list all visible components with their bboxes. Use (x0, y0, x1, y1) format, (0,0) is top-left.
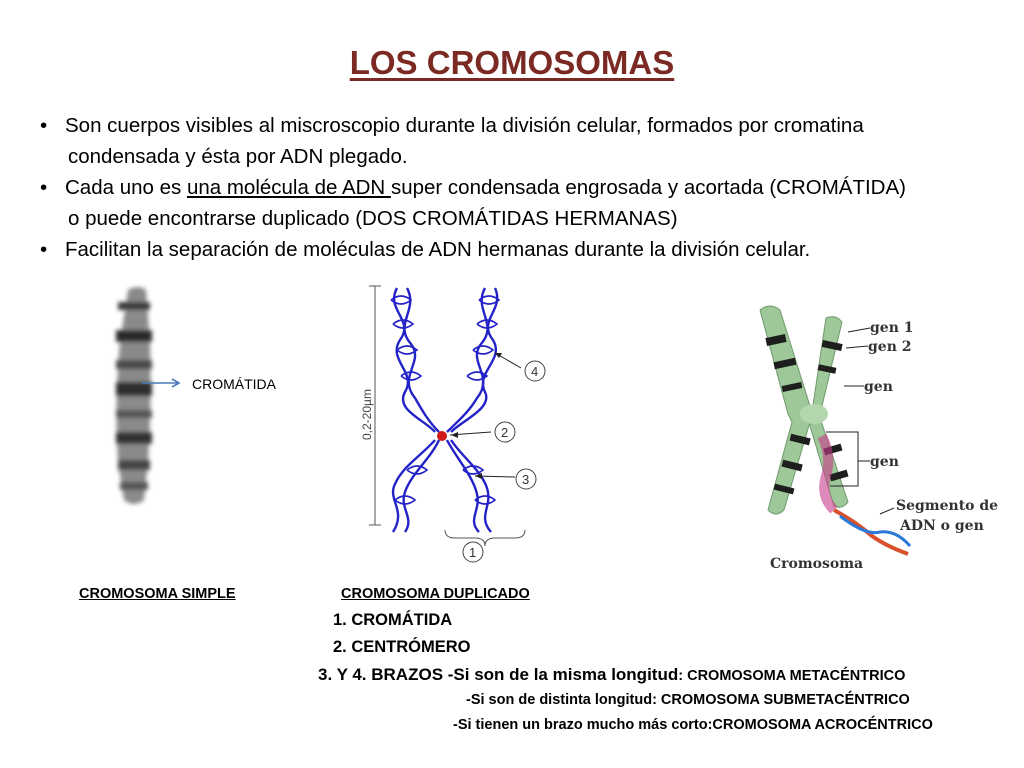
brazos-text: 3. Y 4. BRAZOS -Si son de la misma longitud (318, 665, 679, 684)
dna-gene-label: ADN o gen (900, 518, 984, 534)
caption-cromosoma-duplicado: CROMOSOMA DUPLICADO (341, 586, 530, 602)
marker-3: 3 (522, 472, 530, 487)
chromosome-caption: Cromosoma (770, 556, 864, 572)
list-item-brazos (318, 665, 905, 685)
dna-segment-label: Segmento de (896, 498, 999, 514)
simple-chromosome-figure (100, 282, 320, 522)
list-item-acrocentrico: -Si tienen un brazo mucho más corto:CROMOSOMA ACROCÉNTRICO (453, 717, 933, 733)
list-item-cromatida: 1. CROMÁTIDA (333, 611, 453, 629)
gene-label-2: gen 2 (868, 339, 912, 355)
bullet-underlined-text: una molécula de ADN (186, 176, 391, 199)
cromatida-arrow-label: CROMÁTIDA (192, 376, 276, 392)
gene-chromosome-figure (730, 296, 1010, 578)
marker-2: 2 (501, 425, 509, 440)
bullet-text-continuation: o puede encontrarse duplicado (DOS CROMÁTIDAS HERMANAS) (68, 207, 678, 230)
list-item-centromero: 2. CENTRÓMERO (333, 638, 471, 656)
marker-1: 1 (469, 545, 477, 560)
bullet-item (40, 110, 1015, 172)
slide-title-wrap (0, 44, 1024, 82)
slide-title: LOS CROMOSOMAS (349, 44, 675, 81)
scale-label: 0,2-20µm (360, 389, 374, 440)
gene-label-4: gen (870, 454, 899, 470)
chromatid-strands (393, 288, 497, 532)
centromere-marker (437, 431, 447, 441)
bullet-text: Facilitan la separación de moléculas de ADN hermanas durante la división celular. (65, 238, 811, 261)
metacentrico-text: : CROMOSOMA METACÉNTRICO (678, 668, 906, 684)
marker-4: 4 (531, 364, 539, 379)
gene-label-1: gen 1 (870, 320, 914, 336)
bullet-list (40, 110, 1015, 265)
bullet-text-continuation: condensada y ésta por ADN plegado. (68, 145, 408, 168)
caption-cromosoma-simple: CROMOSOMA SIMPLE (79, 586, 236, 602)
simple-chromosome-image (116, 287, 152, 504)
duplicated-chromosome-figure (345, 280, 565, 570)
bullet-item (40, 172, 1015, 234)
gene-label-3: gen (864, 379, 893, 395)
list-item-submetacentrico: -Si son de distinta longitud: CROMOSOMA SUBMETACÉNTRICO (466, 692, 910, 708)
bullet-item (40, 234, 1015, 265)
bullet-text: Cada uno es (65, 176, 187, 199)
bullet-text: super condensada engrosada y acortada (CROMÁTIDA) (390, 176, 906, 199)
bullet-text: Son cuerpos visibles al miscroscopio durante la división celular, formados por cromatina (65, 114, 864, 137)
